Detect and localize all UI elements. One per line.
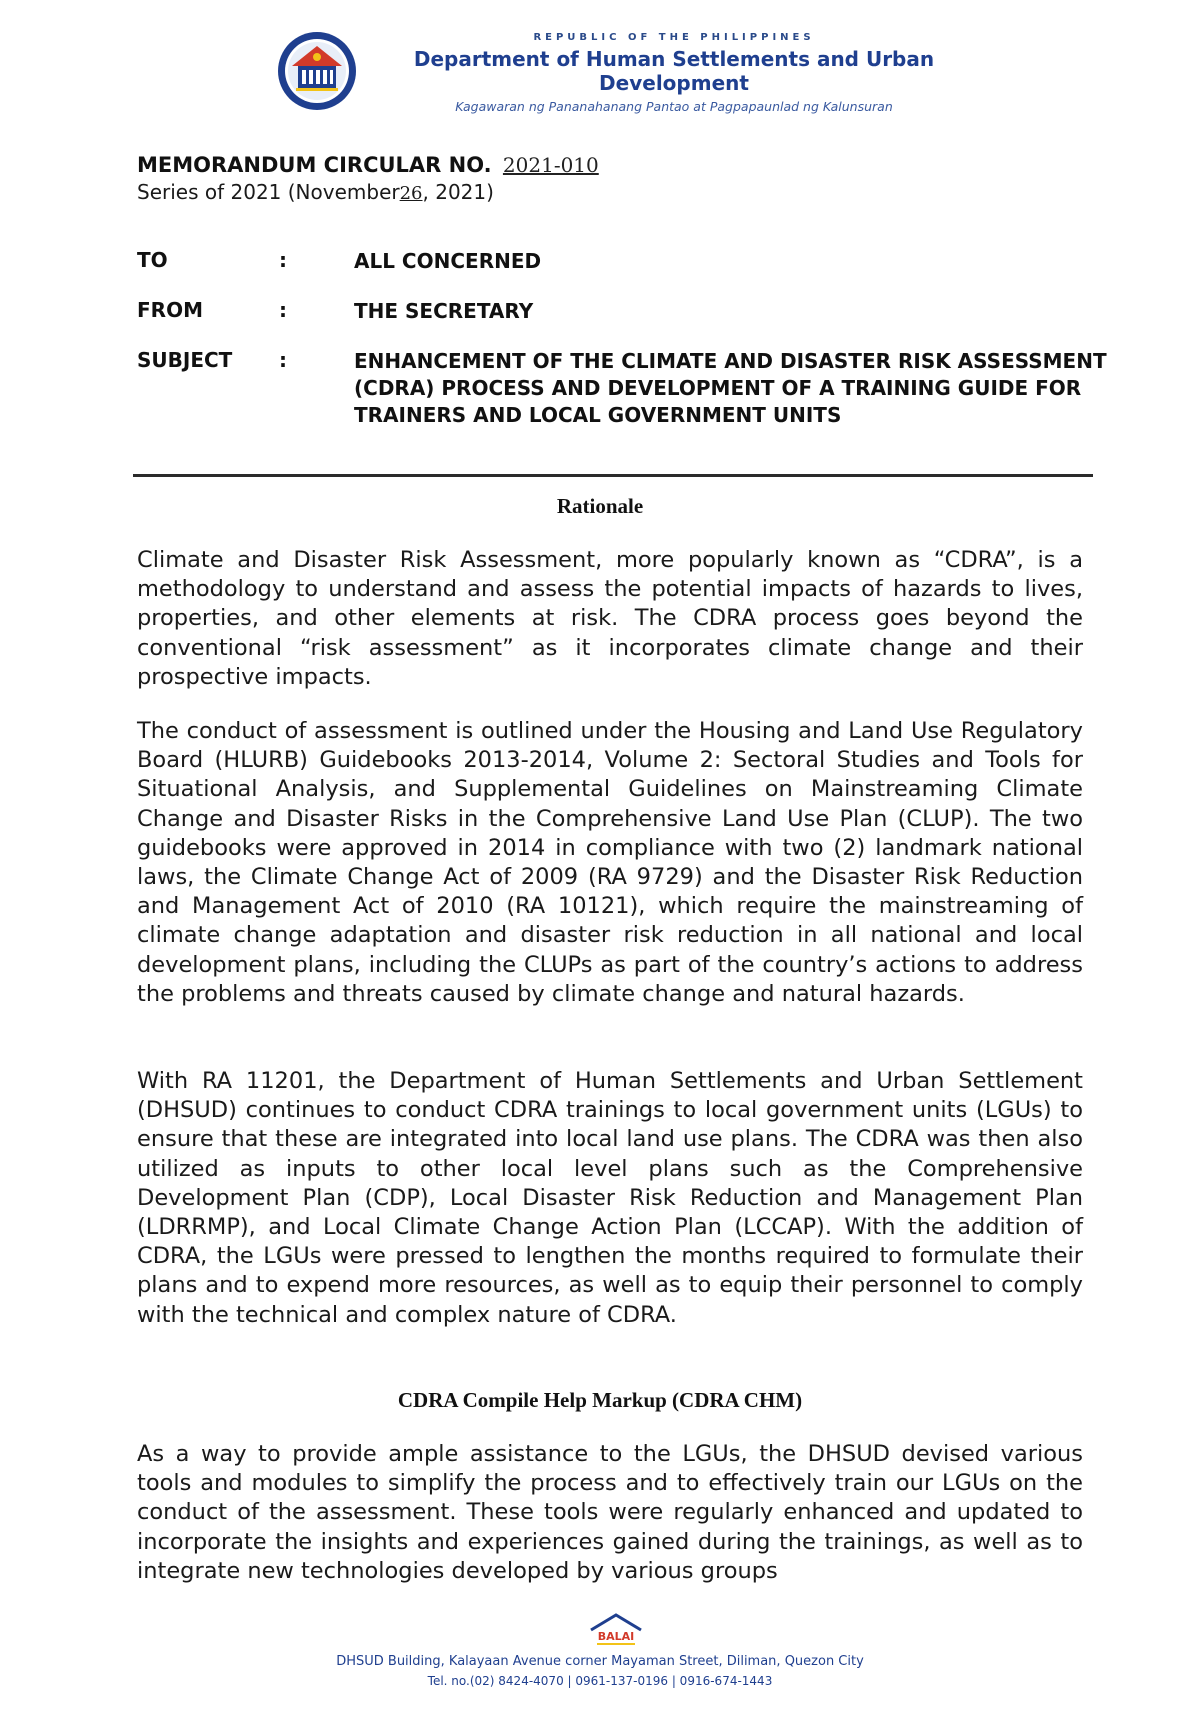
route-subject-value: ENHANCEMENT OF THE CLIMATE AND DISASTER RISK ASSESSMENT (CDRA) PROCESS AND DEVELOPMENT OF A TRAINING GUIDE FOR TRAINERS AND LOCAL GOVERNMENT UNITS — [354, 349, 1107, 427]
memo-title — [137, 153, 599, 177]
series-suffix: , 2021) — [422, 180, 494, 204]
dhsud-seal-icon — [276, 30, 358, 112]
route-from-label: FROM — [137, 298, 203, 322]
route-subject-label: SUBJECT — [137, 348, 233, 372]
series-prefix: Series of 2021 (November — [137, 180, 400, 204]
series-day: 26 — [399, 183, 423, 204]
balai-logo-text: BALAI — [597, 1630, 635, 1643]
letterhead — [276, 28, 976, 114]
letterhead-text — [364, 32, 984, 114]
agency-name: Department of Human Settlements and Urban Development — [413, 47, 935, 95]
footer-telephone: Tel. no.(02) 8424-4070 | 0961-137-0196 | 0916-674-1443 — [427, 1674, 773, 1688]
route-colon: : — [279, 248, 287, 272]
republic-line: REPUBLIC OF THE PHILIPPINES — [533, 32, 815, 43]
paragraph-4: As a way to provide ample assistance to the LGUs, the DHSUD devised various tools and modules to simplify the process and to effectively train our LGUs on the conduct of the assessment. These tools were regularly enhanced and updated to incorporate the insights and experiences gained during the trainings, as well as to integrate new technologies developed by various groups — [137, 1441, 1083, 1584]
memo-series — [137, 180, 494, 204]
route-colon: : — [279, 348, 287, 372]
route-colon: : — [279, 298, 287, 322]
route-to-value: ALL CONCERNED — [354, 249, 542, 273]
route-to-label: TO — [137, 248, 168, 272]
header-divider — [133, 474, 1093, 477]
paragraph-2: The conduct of assessment is outlined under the Housing and Land Use Regulatory Board (HLURB) Guidebooks 2013-2014, Volume 2: Sectoral Studies and Tools for Situational Analysis, and Supplemental Guidelines on Mainstreaming Climate Change and Disaster Risks in the Comprehensive Land Use Plan (CLUP). The two guidebooks were approved in 2014 in compliance with two (2) landmark national laws, the Climate Change Act of 2009 (RA 9729) and the Disaster Risk Reduction and Management Act of 2010 (RA 10121), which require the mainstreaming of climate change adaptation and disaster risk reduction in all national and local development plans, including the CLUPs as part of the country’s actions to address the problems and threats caused by climate change and natural hazards. — [137, 718, 1083, 1007]
footer-address: DHSUD Building, Kalayaan Avenue corner Mayaman Street, Diliman, Quezon City — [336, 1654, 864, 1669]
memo-title-label: MEMORANDUM CIRCULAR NO. — [137, 153, 492, 177]
paragraph-3: With RA 11201, the Department of Human Settlements and Urban Settlement (DHSUD) continues to conduct CDRA trainings to local government units (LGUs) to ensure that these are integrated into local land use plans. The CDRA was then also utilized as inputs to other local level plans such as the Comprehensive Development Plan (CDP), Local Disaster Risk Reduction and Management Plan (LDRRMP), and Local Climate Change Action Plan (LCCAP). With the addition of CDRA, the LGUs were pressed to lengthen the months required to formulate their plans and to expend more resources, as well as to equip their personnel to comply with the technical and complex nature of CDRA. — [137, 1068, 1083, 1328]
agency-tagline: Kagawaran ng Pananahanang Pantao at Pagpapaunlad ng Kalunsuran — [455, 99, 893, 114]
section-title-rationale: Rationale — [556, 494, 644, 518]
balai-logo-icon — [585, 1612, 647, 1648]
route-from-value: THE SECRETARY — [354, 299, 534, 323]
memo-number: 2021-010 — [502, 153, 599, 177]
section-title-chm: CDRA Compile Help Markup (CDRA CHM) — [397, 1388, 803, 1412]
paragraph-1: Climate and Disaster Risk Assessment, more popularly known as “CDRA”, is a methodology to understand and assess the potential impacts of hazards to lives, properties, and other elements at risk. The CDRA process goes beyond the conventional “risk assessment” as it incorporates climate change and their prospective impacts. — [137, 547, 1083, 690]
